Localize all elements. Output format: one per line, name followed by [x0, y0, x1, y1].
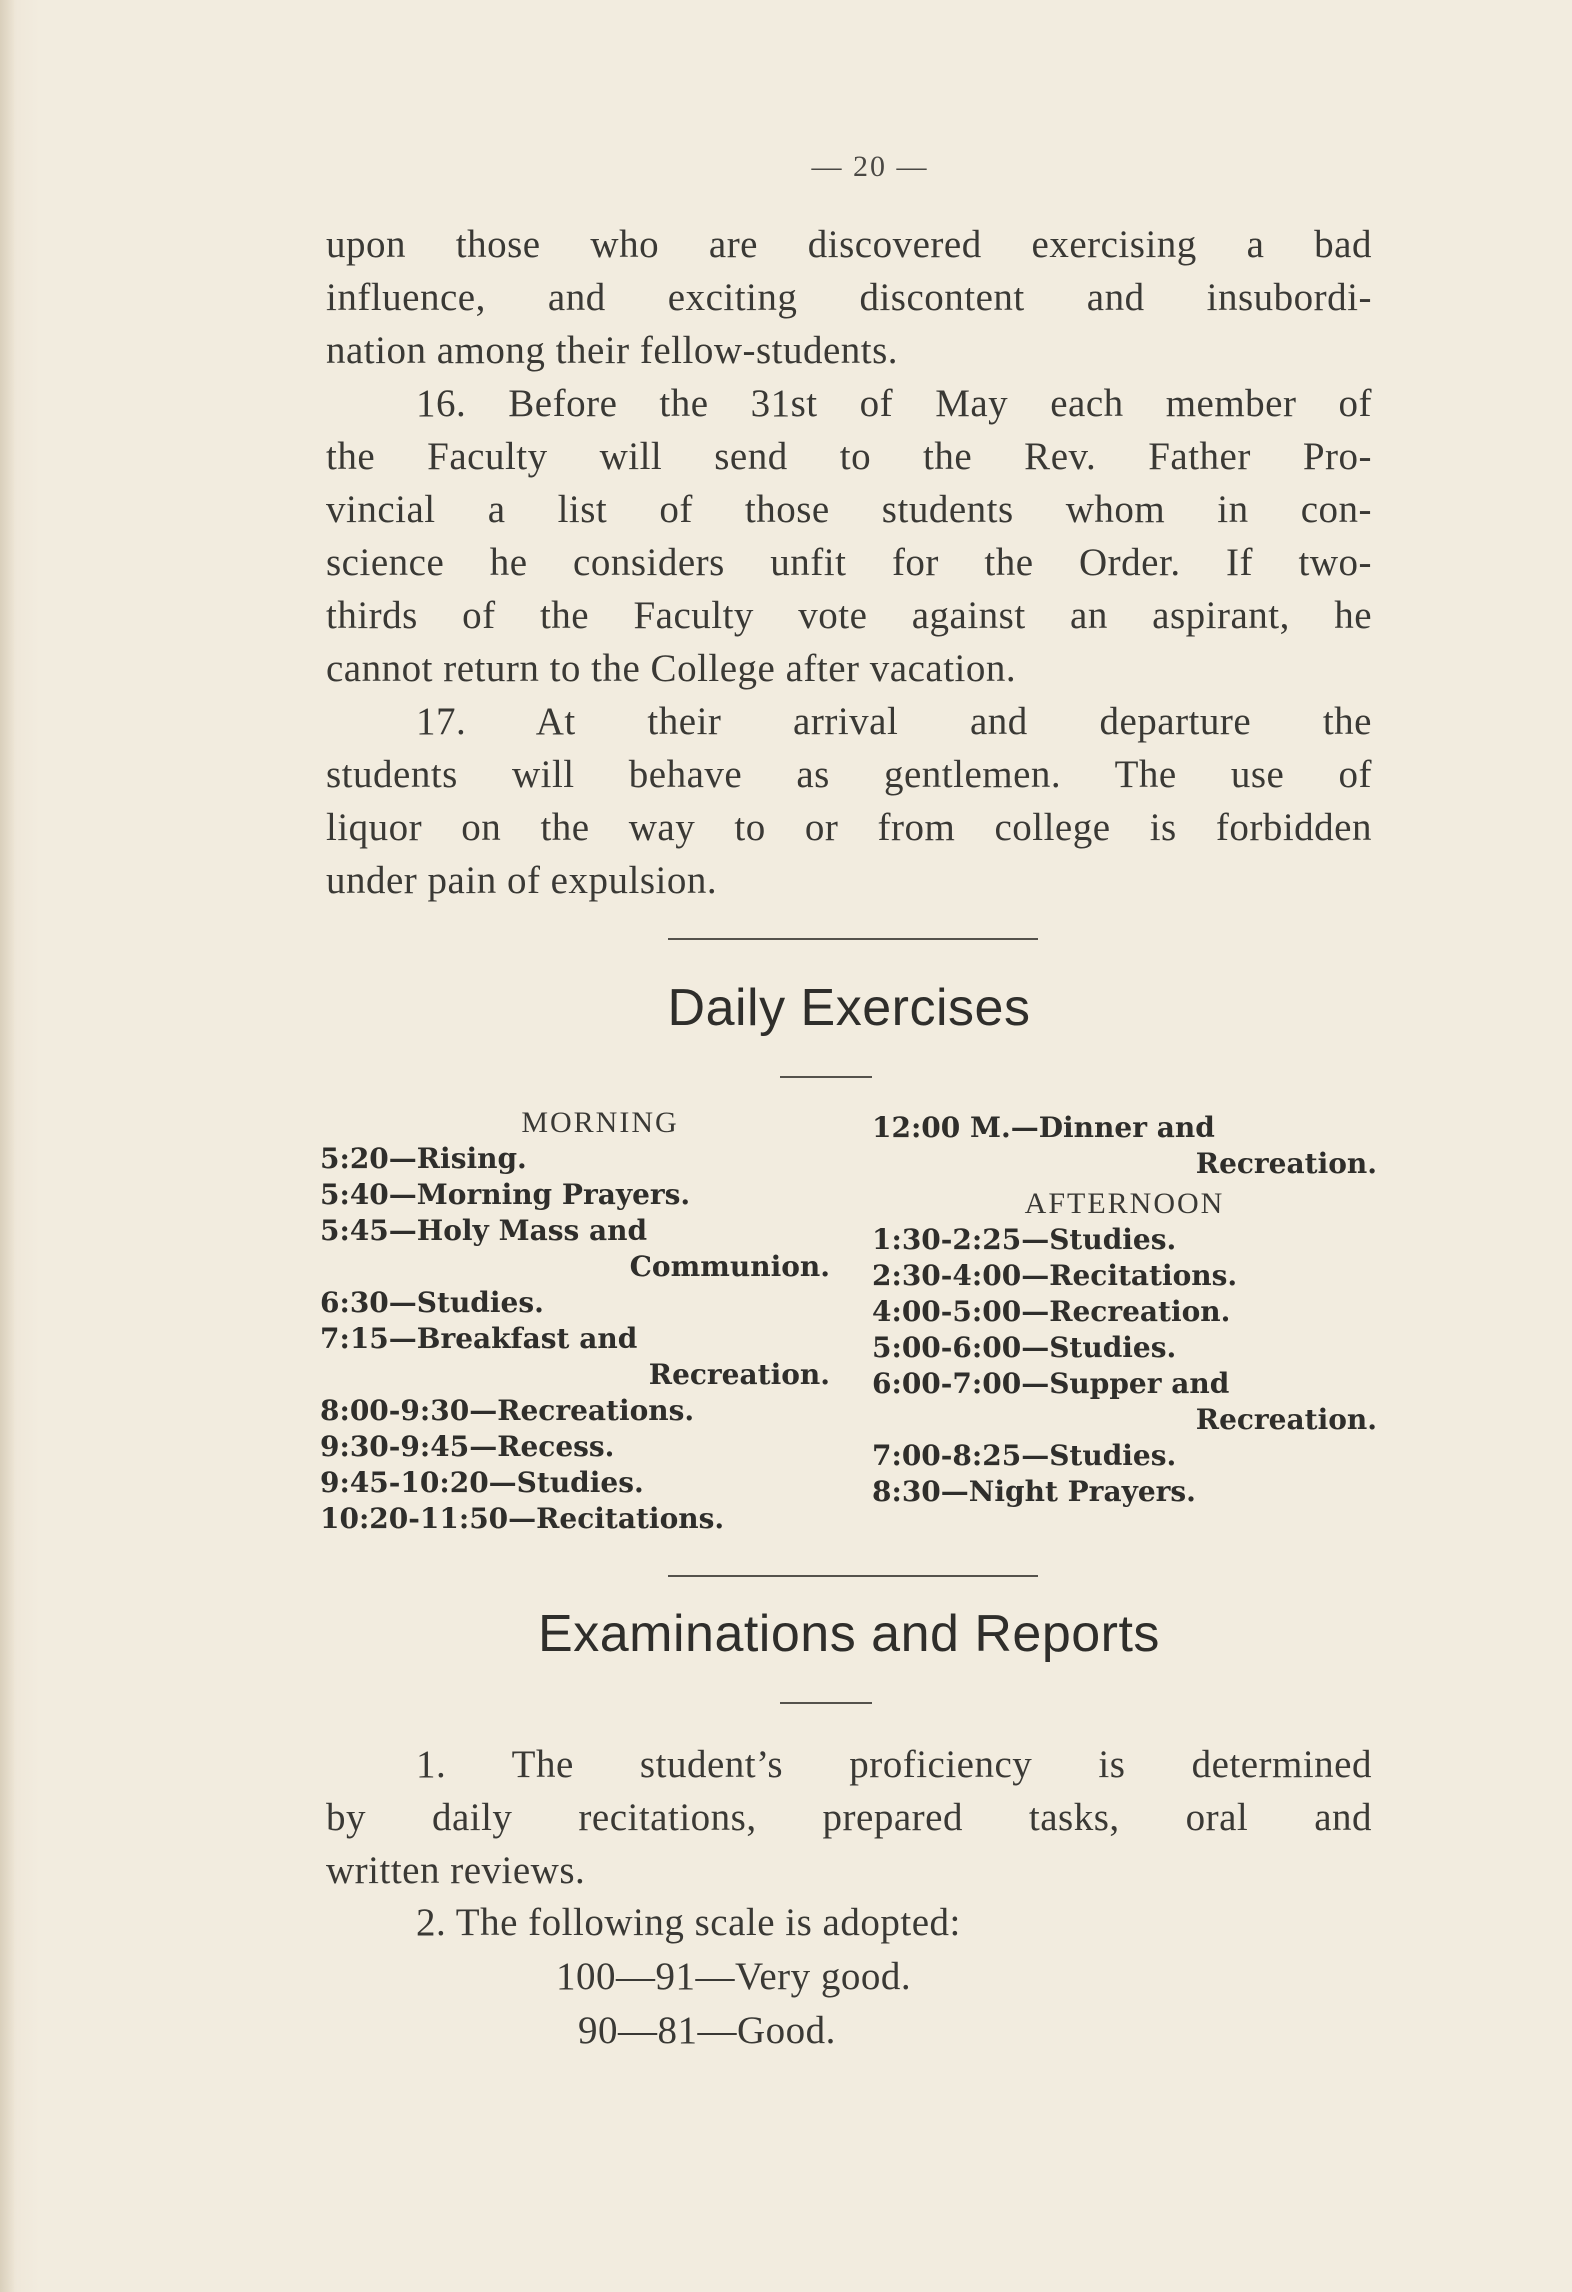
exam-rule-1-paragraph: [326, 1738, 1372, 1897]
entry-text: 1:30-2:25—Studies.: [872, 1223, 1177, 1256]
schedule-entry: [872, 1258, 1377, 1294]
text-line: students will behave as gentlemen. The use of: [326, 753, 1372, 796]
entry-text: 7:00-8:25—Studies.: [872, 1439, 1177, 1472]
rule-16-paragraph: [326, 377, 1372, 695]
entry-text: 6:30—Studies.: [320, 1286, 544, 1319]
morning-heading: MORNING: [521, 1106, 679, 1139]
schedule-entry: [872, 1222, 1377, 1258]
scale-entry: 90—81—Good.: [578, 2009, 836, 2052]
morning-schedule: [320, 1105, 830, 1537]
text-line: thirds of the Faculty vote against an aspirant, he: [326, 594, 1372, 637]
exam-rule-2: 2. The following scale is adopted:: [416, 1901, 961, 1944]
text-line: vincial a list of those students whom in con-: [326, 488, 1372, 531]
schedule-entry: [872, 1438, 1377, 1474]
schedule-entry: [320, 1429, 830, 1465]
daily-exercises-heading: Daily Exercises: [667, 979, 1031, 1037]
schedule-entry: [872, 1330, 1377, 1366]
section-divider: [668, 938, 1038, 940]
entry-text: 8:30—Night Prayers.: [872, 1475, 1196, 1508]
schedule-entry: [872, 1366, 1377, 1438]
text-line: nation among their fellow-students.: [326, 329, 899, 372]
continuation-paragraph: [326, 218, 1372, 377]
entry-text: 4:00-5:00—Recreation.: [872, 1295, 1231, 1328]
afternoon-schedule: [872, 1110, 1377, 1510]
entry-continuation: Communion.: [629, 1250, 830, 1283]
schedule-entry: [320, 1321, 830, 1393]
entry-text: 6:00-7:00—Supper and: [872, 1367, 1230, 1400]
morning-entries: [320, 1141, 830, 1537]
text-line: cannot return to the College after vacation.: [326, 647, 1017, 690]
entry-continuation: Recreation.: [1195, 1147, 1377, 1180]
book-spine-shadow: [0, 0, 14, 2292]
entry-continuation: Recreation.: [648, 1358, 830, 1391]
afternoon-heading: AFTERNOON: [1024, 1187, 1225, 1220]
rule-17-paragraph: [326, 695, 1372, 907]
text-line: liquor on the way to or from college is forbidden: [326, 806, 1372, 849]
heading-underline: [780, 1702, 872, 1704]
text-line: 1. The student’s proficiency is determined: [416, 1743, 1372, 1786]
entry-text: 2:30-4:00—Recitations.: [872, 1259, 1238, 1292]
schedule-entry: [320, 1465, 830, 1501]
schedule-entry: [872, 1110, 1377, 1182]
entry-text: 7:15—Breakfast and: [320, 1322, 638, 1355]
afternoon-entries: [872, 1222, 1377, 1510]
schedule-entry: [320, 1141, 830, 1177]
schedule-entry: [872, 1294, 1377, 1330]
entry-text: 5:20—Rising.: [320, 1142, 527, 1175]
entry-text: 5:45—Holy Mass and: [320, 1214, 648, 1247]
schedule-entry: [320, 1213, 830, 1285]
page-number: — 20 —: [811, 150, 929, 183]
heading-underline: [780, 1076, 872, 1078]
section-divider: [668, 1575, 1038, 1577]
examinations-heading: Examinations and Reports: [538, 1605, 1160, 1663]
text-line: 17. At their arrival and departure the: [416, 700, 1372, 743]
text-line: 16. Before the 31st of May each member of: [416, 382, 1372, 425]
schedule-entry: [320, 1177, 830, 1213]
text-line: the Faculty will send to the Rev. Father Pro-: [326, 435, 1372, 478]
schedule-entry: [320, 1393, 830, 1429]
entry-text: 9:30-9:45—Recess.: [320, 1430, 615, 1463]
text-line: upon those who are discovered exercising a bad: [326, 223, 1372, 266]
entry-text: 8:00-9:30—Recreations.: [320, 1394, 695, 1427]
text-line: under pain of expulsion.: [326, 859, 718, 902]
schedule-entry: [872, 1474, 1377, 1510]
text-line: influence, and exciting discontent and insubordi-: [326, 276, 1372, 319]
entry-text: 5:00-6:00—Studies.: [872, 1331, 1177, 1364]
schedule-entry: [320, 1501, 830, 1537]
schedule-entry: [320, 1285, 830, 1321]
text-line: by daily recitations, prepared tasks, oral and: [326, 1796, 1372, 1839]
entry-text: 12:00 M.—Dinner and: [872, 1111, 1215, 1144]
entry-text: 10:20-11:50—Recitations.: [320, 1502, 725, 1535]
entry-text: 9:45-10:20—Studies.: [320, 1466, 644, 1499]
scale-entry: 100—91—Very good.: [556, 1955, 912, 1998]
entry-text: 5:40—Morning Prayers.: [320, 1178, 691, 1211]
text-line: science he considers unfit for the Order. If two-: [326, 541, 1372, 584]
text-line: written reviews.: [326, 1849, 586, 1892]
entry-continuation: Recreation.: [1195, 1403, 1377, 1436]
